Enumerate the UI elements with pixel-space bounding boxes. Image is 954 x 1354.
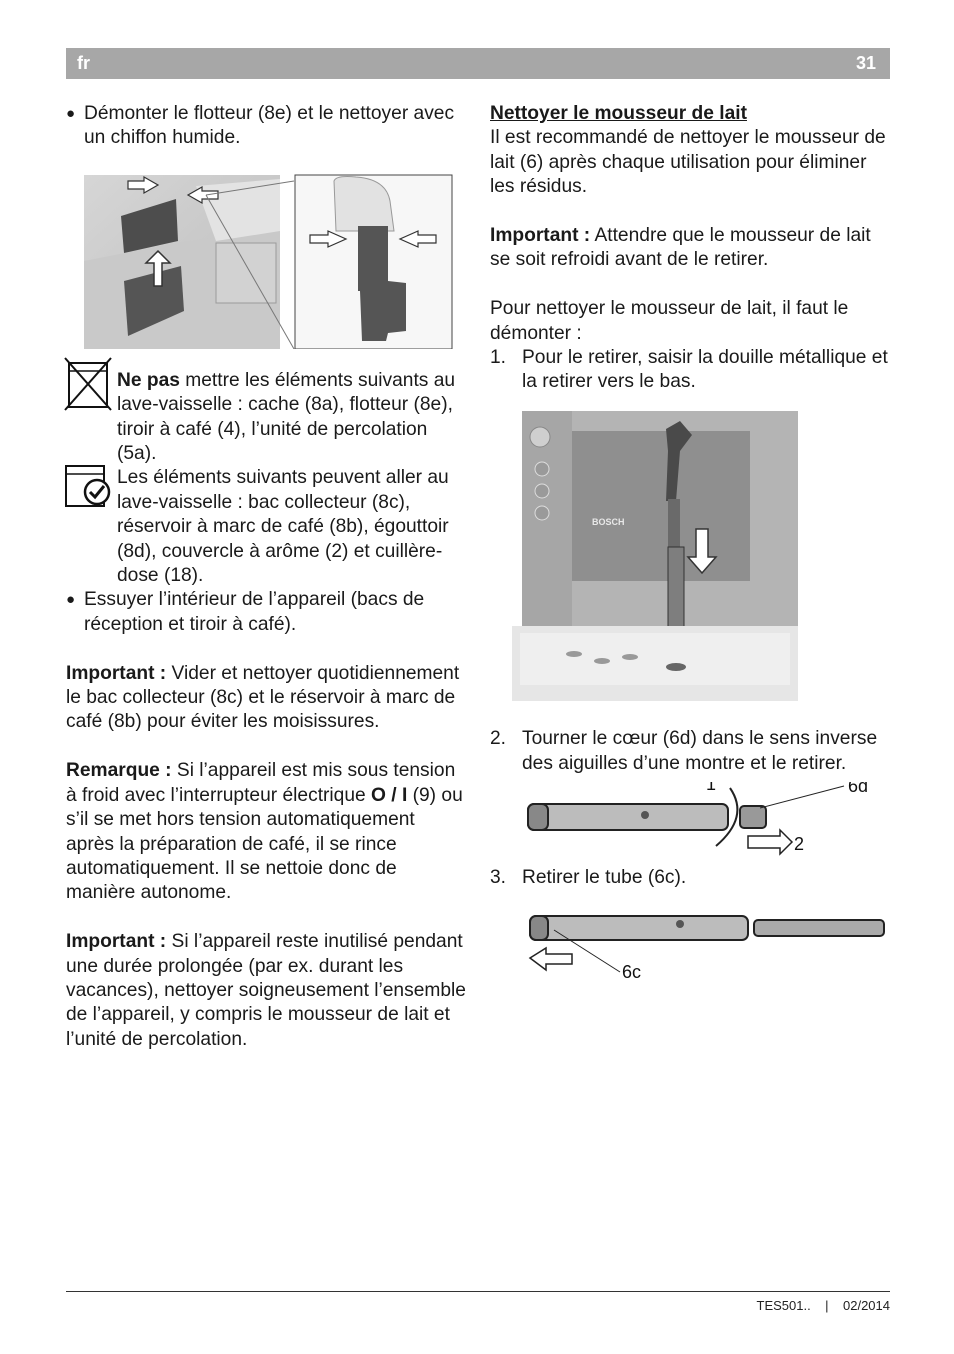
bullet-wipe-interior: ● Essuyer l’intérieur de l’appareil (bacs de réception et tiroir à café). bbox=[66, 589, 425, 635]
right-column bbox=[490, 102, 892, 990]
step-1: 1. Pour le retirer, saisir la douille métallique et la retirer vers le bas. bbox=[490, 347, 888, 393]
left-column bbox=[66, 102, 466, 1052]
language-code: fr bbox=[77, 53, 90, 73]
section-title: Nettoyer le mousseur de lait bbox=[490, 103, 747, 124]
step-2: 2. Tourner le cœur (6d) dans le sens inverse des aiguilles d’une montre et le retirer. bbox=[490, 728, 878, 774]
tube-illustration bbox=[490, 910, 892, 990]
remark-auto-rinse: Remarque : Si l’appareil est mis sous tension à froid avec l’interrupteur électrique O / I (9) ou s’il se met hors tension automatiquement après la préparation de café, il se rince automatiquement. Il se nettoie donc de manière autonome. bbox=[66, 760, 463, 904]
footer-date: 02/2014 bbox=[843, 1298, 890, 1313]
label-6d: 6d bbox=[848, 782, 869, 797]
label-2: 2 bbox=[794, 834, 805, 855]
label-6c: 6c bbox=[622, 962, 642, 983]
machine-illustration bbox=[490, 411, 892, 703]
footer-separator: | bbox=[825, 1298, 829, 1313]
no-dishwasher-icon bbox=[64, 355, 112, 411]
bullet-clean-float: ● Démonter le flotteur (8e) et le nettoyer avec un chiffon humide. bbox=[66, 103, 455, 149]
label-1: 1 bbox=[706, 782, 717, 795]
dishwasher-not-ok: Ne pas mettre les éléments suivants au lave-vaisselle : cache (8a), flotteur (8e), tiroir à café (4), l’unité de percolation (5a). bbox=[66, 369, 466, 467]
footer-rule bbox=[66, 1291, 890, 1292]
core-illustration bbox=[490, 782, 892, 866]
brand-label: BOSCH bbox=[592, 516, 625, 527]
page-number: 31 bbox=[855, 53, 876, 73]
important-long-absence: Important : Si l’appareil reste inutilisé pendant une durée prolongée (par ex. durant les vacances), nettoyer soigneusement l’ensemble de l’appareil, y compris le mousseur de lait et l’unité de percolation. bbox=[66, 931, 466, 1050]
step-3: 3. Retirer le tube (6c). bbox=[490, 867, 687, 889]
disassemble-text: Pour nettoyer le mousseur de lait, il faut le démonter : bbox=[490, 298, 849, 344]
important-cool: Important : Attendre que le mousseur de lait se soit refroidi avant de le retirer. bbox=[490, 225, 871, 271]
dishwasher-ok: Les éléments suivants peuvent aller au lave-vaisselle : bac collecteur (8c), réservoir à marc de café (8b), égouttoir (8d), couvercle à arôme (2) et cuillère-dose (18). bbox=[66, 466, 466, 588]
float-illustration bbox=[66, 171, 466, 349]
important-daily: Important : Vider et nettoyer quotidiennement le bac collecteur (8c) et le réservoir à marc de café (8b) pour éviter les moisissures. bbox=[66, 662, 460, 733]
dishwasher-check-icon bbox=[64, 464, 112, 510]
intro-text: Il est recommandé de nettoyer le mousseur de lait (6) après chaque utilisation pour éliminer les résidus. bbox=[490, 127, 886, 198]
model-number: TES501.. bbox=[756, 1298, 811, 1313]
page-footer bbox=[757, 1298, 891, 1313]
page-header bbox=[66, 48, 890, 79]
